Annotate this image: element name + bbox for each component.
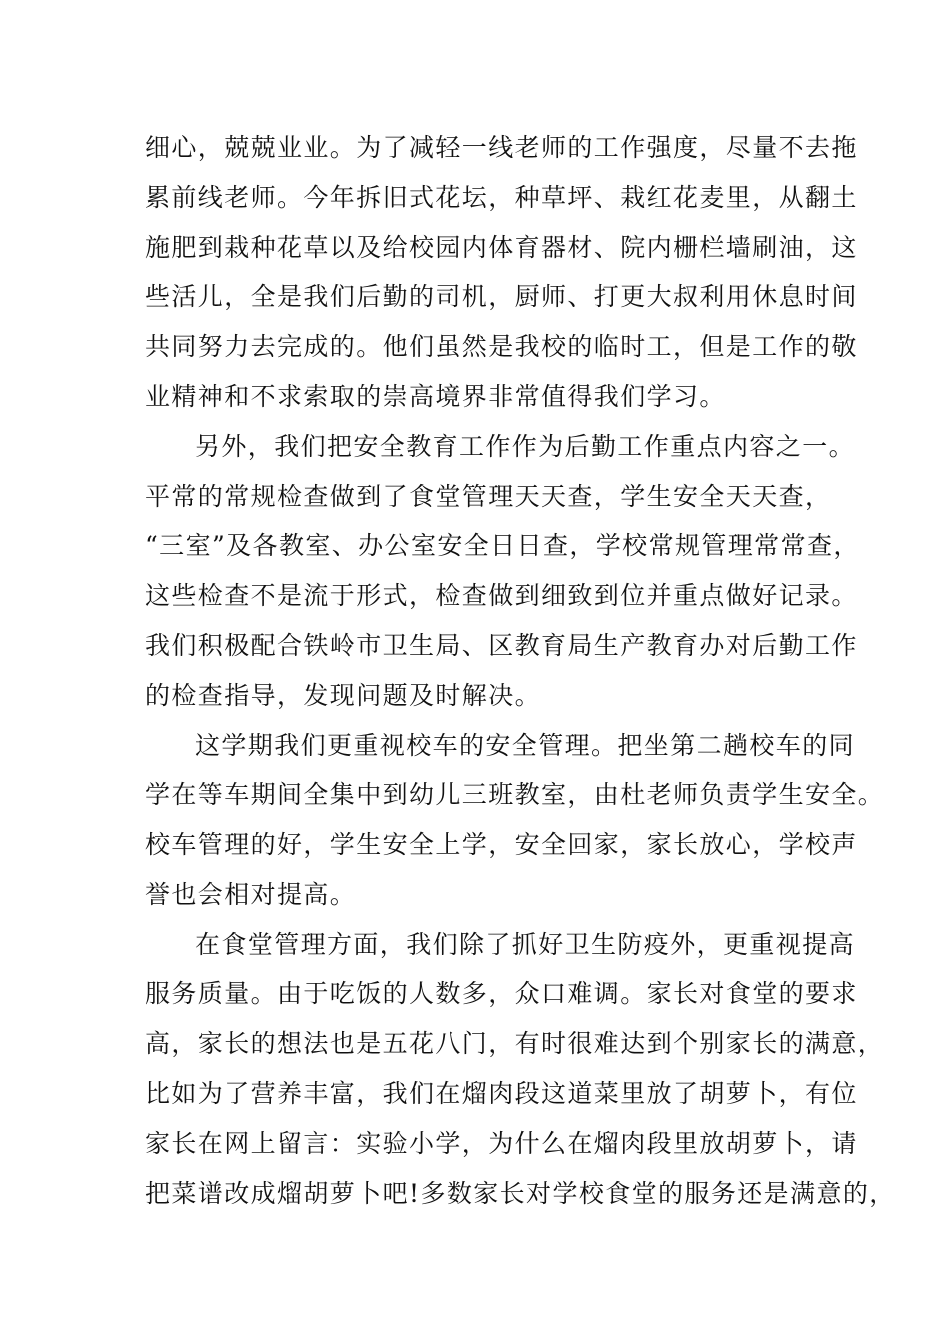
text-line: “三室”及各教室、办公室安全日日查，学校常规管理常常查， <box>145 531 860 560</box>
text-line: 家长在网上留言：实验小学，为什么在熘肉段里放胡萝卜，请 <box>145 1129 858 1158</box>
text-line: 誉也会相对提高。 <box>145 880 357 909</box>
paragraph-first-line: 另外，我们把安全教育工作作为后勤工作重点内容之一。 <box>195 432 856 461</box>
paragraph-first-line: 这学期我们更重视校车的安全管理。把坐第二趟校车的同 <box>195 731 856 760</box>
text-line: 服务质量。由于吃饭的人数多，众口难调。家长对食堂的要求 <box>145 979 858 1008</box>
text-line: 施肥到栽种花草以及给校园内体育器材、院内栅栏墙刷油，这 <box>145 233 858 262</box>
text-line: 细心，兢兢业业。为了减轻一线老师的工作强度，尽量不去拖 <box>145 133 858 162</box>
text-line: 学在等车期间全集中到幼儿三班教室，由杜老师负责学生安全。 <box>145 780 885 809</box>
text-line: 累前线老师。今年拆旧式花坛，种草坪、栽红花麦里，从翻土 <box>145 183 858 212</box>
text-line: 些活儿，全是我们后勤的司机，厨师、打更大叔利用休息时间 <box>145 282 858 311</box>
text-line: 高，家长的想法也是五花八门，有时很难达到个别家长的满意， <box>145 1029 885 1058</box>
text-line: 比如为了营养丰富，我们在熘肉段这道菜里放了胡萝卜，有位 <box>145 1079 858 1108</box>
text-line: 平常的常规检查做到了食堂管理天天查，学生安全天天查， <box>145 482 832 511</box>
text-line: 把菜谱改成熘胡萝卜吧!多数家长对学校食堂的服务还是满意的， <box>145 1179 896 1208</box>
text-line: 的检查指导，发现问题及时解决。 <box>145 681 542 710</box>
text-line: 业精神和不求索取的崇高境界非常值得我们学习。 <box>145 382 726 411</box>
text-line: 这些检查不是流于形式，检查做到细致到位并重点做好记录。 <box>145 581 858 610</box>
paragraph-first-line: 在食堂管理方面，我们除了抓好卫生防疫外，更重视提高 <box>195 930 856 959</box>
text-line: 我们积极配合铁岭市卫生局、区教育局生产教育办对后勤工作 <box>145 631 858 660</box>
text-line: 共同努力去完成的。他们虽然是我校的临时工，但是工作的敬 <box>145 332 858 361</box>
text-line: 校车管理的好，学生安全上学，安全回家，家长放心，学校声 <box>145 830 858 859</box>
